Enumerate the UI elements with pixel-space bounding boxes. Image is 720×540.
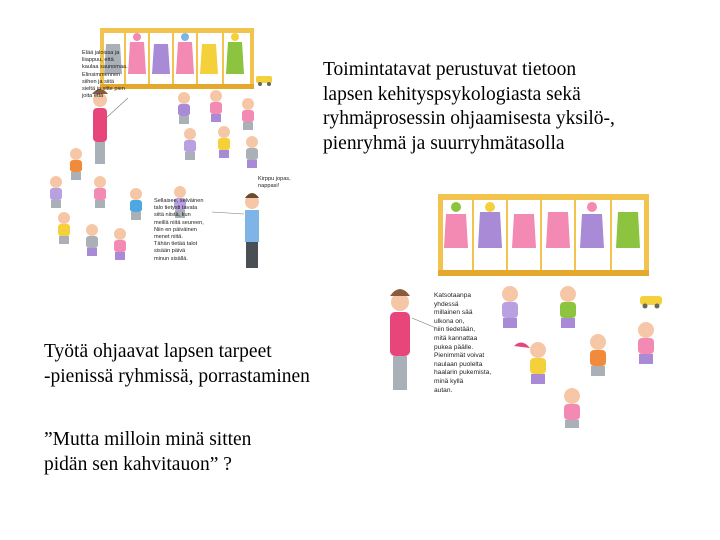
note-line: Sellaisee, selväinen <box>154 198 204 204</box>
note-line: Kirppu jopas, <box>258 176 291 182</box>
note-child <box>258 176 291 190</box>
note-line: mitä kannattaa <box>434 334 478 342</box>
toy-car-icon <box>256 76 272 86</box>
note-teacher <box>82 50 128 100</box>
note-line: millainen sää <box>434 309 473 317</box>
adult-teacher-figure <box>390 289 410 390</box>
illustration-wardrobe-room-2 <box>376 190 676 440</box>
main-heading-line: lapsen kehityspsykologiasta sekä <box>323 83 581 105</box>
note-line: yhdessä <box>434 300 459 308</box>
subheading-line: Työtä ohjaavat lapsen tarpeet <box>44 341 272 362</box>
main-heading-line: pienryhmä ja suurryhmätasolla <box>323 132 565 154</box>
note-line: Tähän tietää talot <box>154 241 198 248</box>
main-heading-line: ryhmäprosessin ohjaamisesta yksilö-, <box>323 108 615 129</box>
note-line: joita että <box>82 93 104 100</box>
note-line: minun sisällä. <box>154 255 188 262</box>
children-group <box>502 286 654 428</box>
subheading <box>44 340 384 389</box>
main-heading-line: Toimintatavat perustuvat tietoon <box>323 59 577 80</box>
note-line: kaulaa saunomaa. <box>82 64 128 71</box>
note-line: pukea päälle. <box>434 343 474 351</box>
note-line: ulkona on, <box>434 317 465 325</box>
note-line: nappasi! <box>258 183 280 190</box>
note-line: Elää jaloissa ja <box>82 50 120 56</box>
toy-car-icon <box>640 296 662 309</box>
coat-shelf <box>438 194 649 276</box>
note-line: siihen ja siitä <box>82 78 115 85</box>
note-teacher-2 <box>434 292 491 395</box>
note-line: menet niitä. <box>154 234 183 241</box>
adult-father-figure <box>245 193 259 268</box>
note-parent <box>154 198 204 263</box>
quote-line: pidän sen kahvitauon” ? <box>44 453 232 475</box>
note-line: Katsotaanpa <box>434 292 472 299</box>
note-line: Pienimmät voivat <box>434 352 485 360</box>
quote-text <box>44 428 384 477</box>
note-line: haalarin pukemista, <box>434 369 492 377</box>
note-line: talo tietysti tavata <box>154 205 198 212</box>
note-line: niin tiedetään, <box>434 326 476 334</box>
main-heading <box>323 58 718 156</box>
note-line: autan. <box>434 386 453 394</box>
note-line: siitä niistä, kun <box>154 212 191 219</box>
note-line: minä kyllä <box>434 377 464 385</box>
subheading-line: -pienissä ryhmissä, porrastaminen <box>44 365 310 387</box>
quote-line: ”Mutta milloin minä sitten <box>44 429 252 450</box>
note-line: sieltä ja sitte pien <box>82 86 125 93</box>
note-line: liiappuu, että <box>82 57 114 64</box>
note-line: naulaan puolelta <box>434 360 483 368</box>
note-line: Elinsimmennen <box>82 71 121 78</box>
note-line: meillä niitä seureen, <box>154 219 204 226</box>
note-line: Niin en päiväinen <box>154 226 197 233</box>
note-line: sisään päivä <box>154 248 186 255</box>
